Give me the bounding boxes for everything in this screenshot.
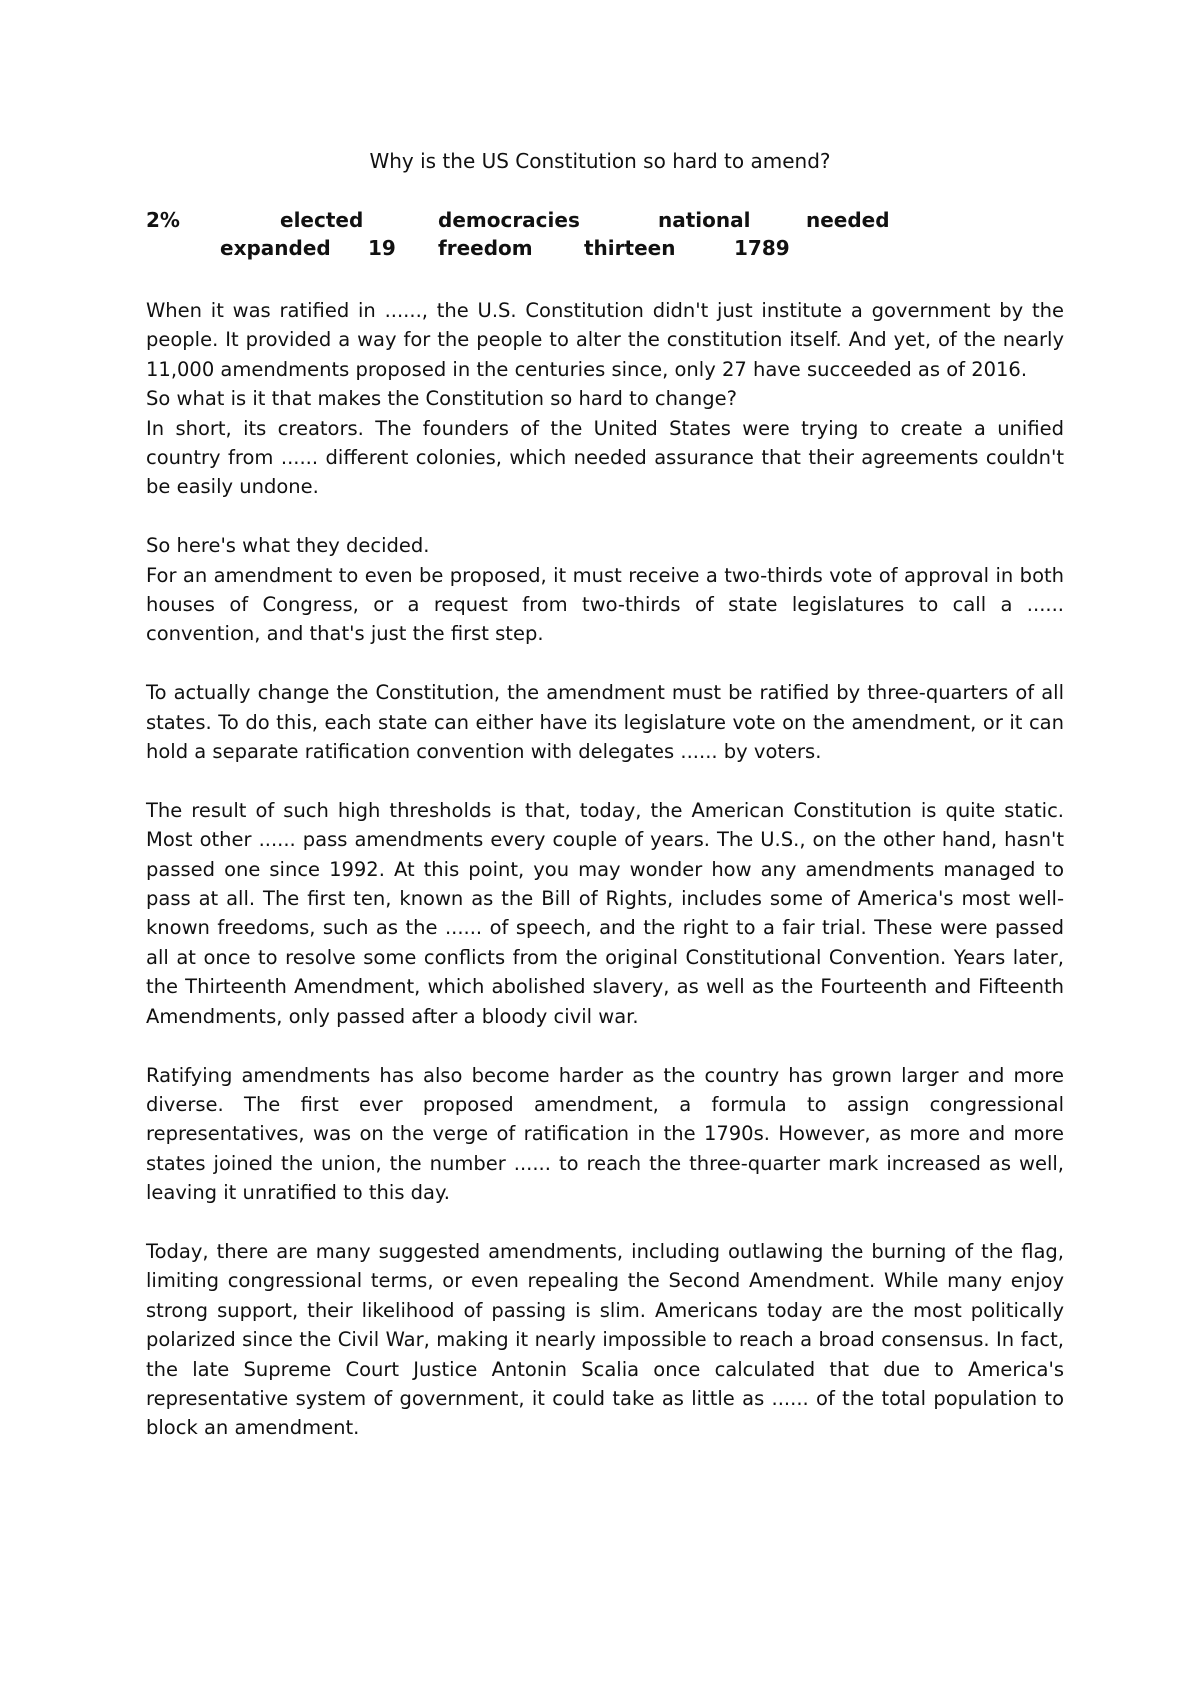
paragraph-gap: [146, 649, 1064, 678]
word-bank-word: 19: [368, 236, 396, 260]
word-bank-word: national: [658, 208, 751, 232]
paragraph: The result of such high thresholds is that, today, the American Constitution is quite static. Most other ...... pass amendments every couple of years. The U.S., on the other hand, hasn't passed one since 1992. At this point, you may wonder how any amendments managed to pass at all. The first ten, known as the Bill of Rights, includes some of America's most well-known freedoms, such as the ...... of speech, and the right to a fair trial. These were passed all at once to resolve some conflicts from the original Constitutional Convention. Years later, the Thirteenth Amendment, which abolished slavery, as well as the Fourteenth and Fifteenth Amendments, only passed after a bloody civil war.: [146, 798, 1064, 1028]
document-body: [146, 296, 1064, 1443]
document-title: Why is the US Constitution so hard to amend?: [369, 149, 831, 173]
paragraph: So here's what they decided.: [146, 534, 430, 558]
paragraph-gap: [146, 766, 1064, 795]
paragraph-gap: [146, 1031, 1064, 1060]
word-bank-word: freedom: [438, 236, 533, 260]
word-bank-row-1: [146, 206, 1066, 234]
word-bank-word: thirteen: [584, 236, 676, 260]
word-bank-row-2: [146, 234, 1066, 262]
word-bank-word: expanded: [220, 236, 331, 260]
word-bank-word: needed: [806, 208, 890, 232]
paragraph: To actually change the Constitution, the amendment must be ratified by three-quarters of all states. To do this, each state can either have its legislature vote on the amendment, or it can hold a separate ratification convention with delegates ...... by voters.: [146, 681, 1064, 764]
paragraph-gap: [146, 1208, 1064, 1237]
paragraph: Ratifying amendments has also become harder as the country has grown larger and more diverse. The first ever proposed amendment, a formula to assign congressional representatives, was on the verge of ratification in the 1790s. However, as more and more states joined the union, the number ...... to reach the three-quarter mark increased as well, leaving it unratified to this day.: [146, 1063, 1064, 1205]
paragraph: For an amendment to even be proposed, it must receive a two-thirds vote of approval in both houses of Congress, or a request from two-thirds of state legislatures to call a ...... convention, and that's just the first step.: [146, 563, 1064, 646]
word-bank-word: elected: [280, 208, 364, 232]
paragraph: So what is it that makes the Constitution so hard to change?: [146, 387, 737, 411]
word-bank-word: 2%: [146, 208, 180, 232]
word-bank-word: 1789: [734, 236, 790, 260]
paragraph: In short, its creators. The founders of the United States were trying to create a unified country from ...... different colonies, which needed assurance that their agreements couldn't be easily undone.: [146, 416, 1064, 499]
paragraph-gap: [146, 502, 1064, 531]
paragraph: When it was ratified in ......, the U.S. Constitution didn't just institute a government by the people. It provided a way for the people to alter the constitution itself. And yet, of the nearly 11,000 amendments proposed in the centuries since, only 27 have succeeded as of 2016.: [146, 299, 1064, 381]
paragraph: Today, there are many suggested amendments, including outlawing the burning of the flag, limiting congressional terms, or even repealing the Second Amendment. While many enjoy strong support, their likelihood of passing is slim. Americans today are the most politically polarized since the Civil War, making it nearly impossible to reach a broad consensus. In fact, the late Supreme Court Justice Antonin Scalia once calculated that due to America's representative system of government, it could take as little as ...... of the total population to block an amendment.: [146, 1239, 1064, 1440]
word-bank-word: democracies: [438, 208, 580, 232]
word-bank: [146, 206, 1066, 262]
